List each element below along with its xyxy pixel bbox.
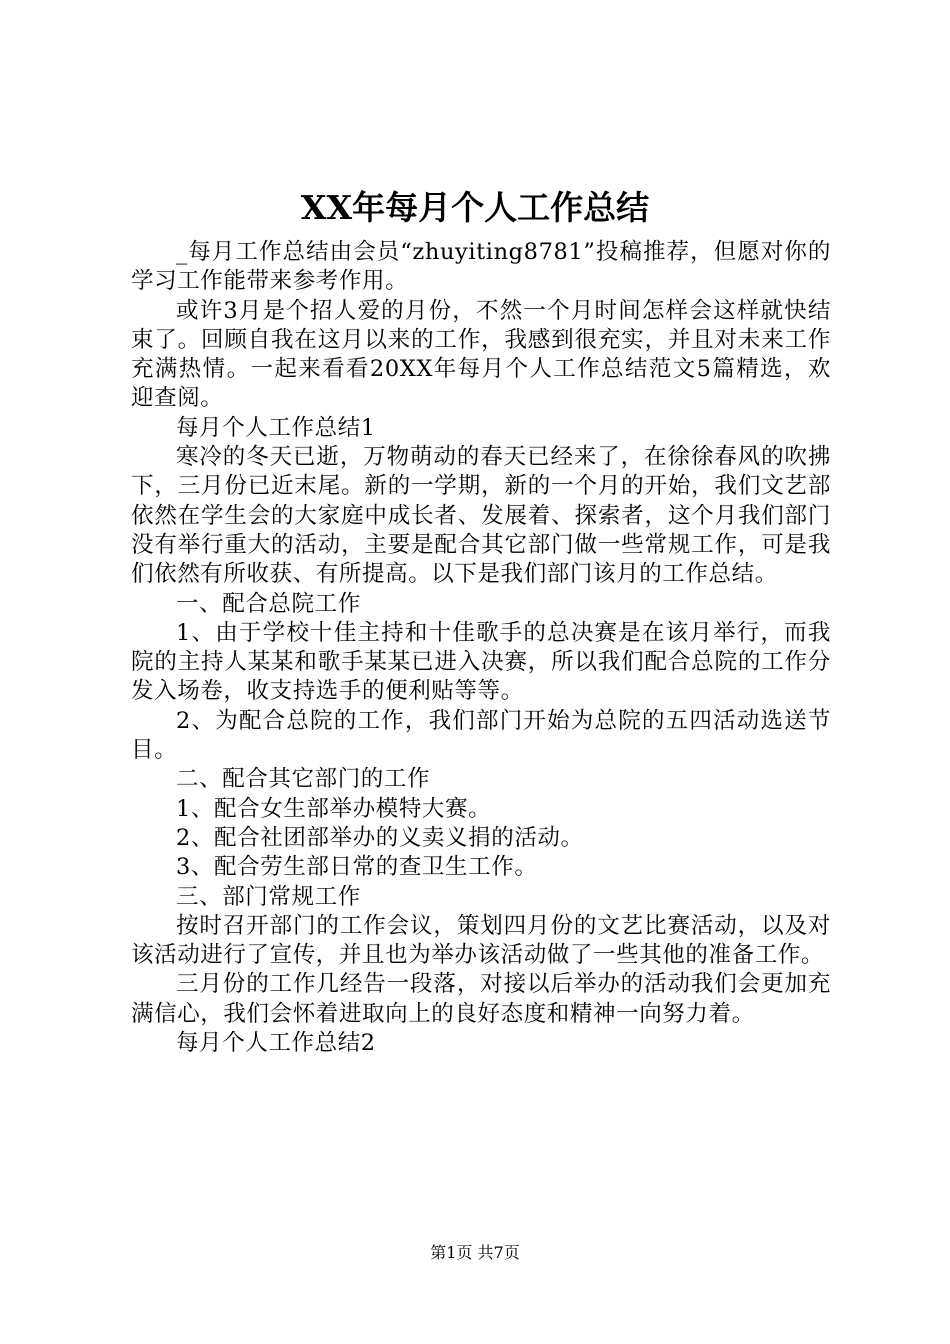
paragraph-preface: 或许3月是个招人爱的月份，不然一个月时间怎样会这样就快结束了。回顾自我在这月以来的工作，我感到很充实，并且对未来工作充满热情。一起来看看20XX年每月个人工作总结范文5篇精选，欢迎查阅。 bbox=[131, 297, 831, 412]
paragraph-intro: _每月工作总结由会员“zhuyiting8781”投稿推荐，但愿对你的学习工作能带来参考作用。 bbox=[131, 239, 831, 295]
list-item: 1、配合女生部举办模特大赛。 bbox=[176, 795, 492, 822]
list-item: 2、配合社团部举办的义卖义捐的活动。 bbox=[176, 824, 584, 851]
paragraph-routine-work: 按时召开部门的工作会议，策划四月份的文艺比赛活动，以及对该活动进行了宣传，并且也为举办该活动做了一些其他的准备工作。 bbox=[131, 912, 831, 969]
paragraph-summary-1: 寒冷的冬天已逝，万物萌动的春天已经来了，在徐徐春风的吹拂下，三月份已近末尾。新的一学期，新的一个月的开始，我们文艺部依然在学生会的大家庭中成长者、发展着、探索者，这个月我们部门没有举行重大的活动，主要是配合其它部门做一些常规工作，可是我们依然有所收获、有所提高。以下是我们部门该月的工作总结。 bbox=[131, 444, 831, 588]
section-heading-2: 每月个人工作总结2 bbox=[176, 1030, 376, 1057]
subheading-3: 三、部门常规工作 bbox=[176, 883, 361, 910]
page-footer: 第1页 共7页 bbox=[430, 1243, 520, 1262]
list-item: 3、配合劳生部日常的查卫生工作。 bbox=[176, 854, 538, 881]
document-body bbox=[131, 238, 831, 1058]
list-item: 1、由于学校十佳主持和十佳歌手的总决赛是在该月举行，而我院的主持人某某和歌手某某已进入决赛，所以我们配合总院的工作分发入场卷，收支持选手的便利贴等等。 bbox=[131, 619, 831, 705]
list-item: 2、为配合总院的工作，我们部门开始为总院的五四活动选送节目。 bbox=[131, 707, 831, 764]
paragraph-conclusion: 三月份的工作几经告一段落，对接以后举办的活动我们会更加充满信心，我们会怀着进取向上的良好态度和精神一向努力着。 bbox=[131, 971, 831, 1027]
subheading-1: 一、配合总院工作 bbox=[176, 590, 361, 617]
section-heading-1: 每月个人工作总结1 bbox=[176, 414, 376, 441]
document-title: XX年每月个人工作总结 bbox=[300, 188, 650, 227]
subheading-2: 二、配合其它部门的工作 bbox=[176, 766, 431, 793]
